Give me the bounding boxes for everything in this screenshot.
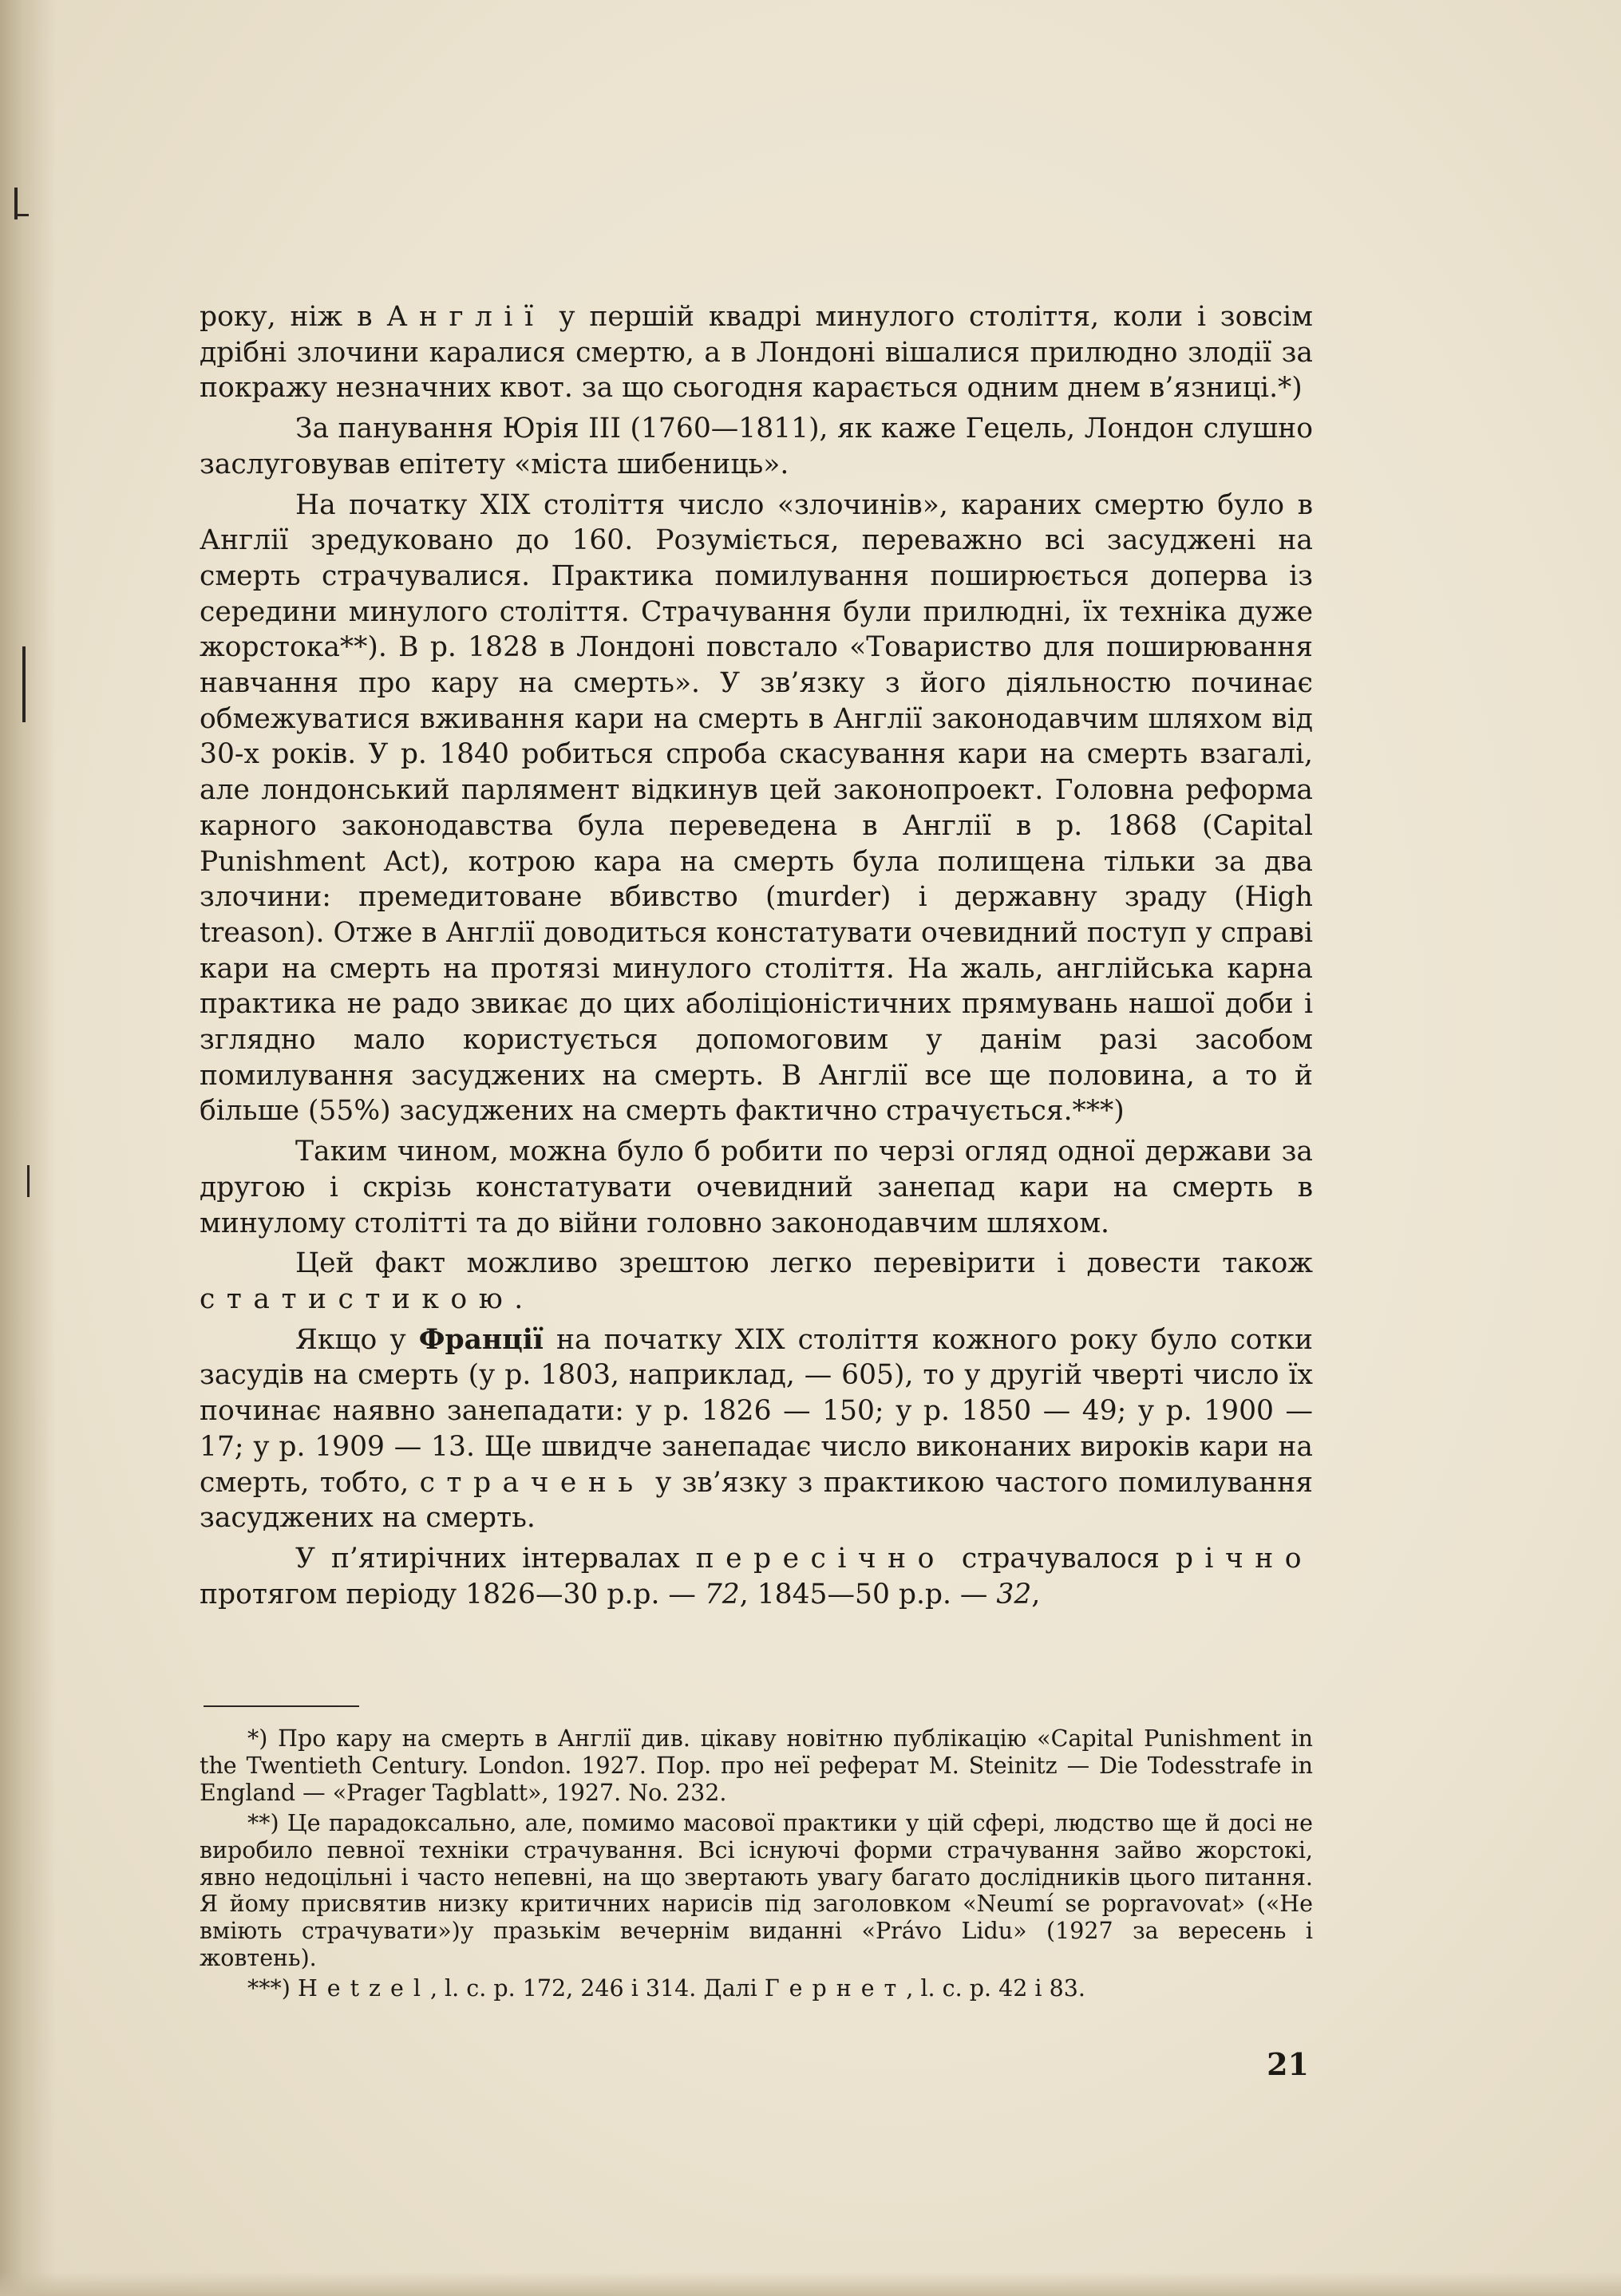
scan-mark: [27, 1165, 30, 1197]
text-run: 72: [704, 1578, 740, 1610]
text-run: річно: [1175, 1542, 1314, 1575]
text-run: Гернет: [764, 1975, 907, 2002]
paragraph: [200, 1541, 1313, 1612]
page-bottom-edge: [0, 2272, 1621, 2296]
text-run: 32: [996, 1578, 1032, 1610]
text-run: *) Про кару на смерть в Англії див. цікаву новітню публікацію «Capital Punishment in the Twentieth Century. London. 1927. Пор. про неї реферат M. Steinitz — Die Todesstrafe in England — «Prager Tagblatt», 1927. No. 232.: [200, 1725, 1313, 1806]
text-run: , l. c. p. 42 і 83.: [906, 1975, 1085, 2002]
text-run: протягом періоду 1826—30 р.р. —: [200, 1578, 705, 1610]
text-run: На початку XIX століття число «злочинів», караних смертю було в Англії зредуковано до 160. Розуміється, переважно всі засуджені на смерть страчувалися. Практика помилування поширюється доперва із середини минулого століття. Страчування були прилюдні, їх техніка дуже жорстока**). В р. 1828 в Лондоні повстало «Товариство для поширювання навчання про кару на смерть». У зв’язку з його діяльностю починає обмежуватися вживання кари на смерть в Англії законодавчим шляхом від 30-х років. У р. 1840 робиться спроба скасування кари на смерть взагалі, але лондонський парлямент відкинув цей законопроект. Головна реформа карного законодавства була переведена в Англії в р. 1868 (Capital Punishment Act), котрою кара на смерть була полищена тільки за два злочини: премедитоване вбивство (murder) і державну зраду (High treason). Отже в Англії доводиться констатувати очевидний поступ у справі кари на смерть на протязі минулого століття. На жаль, англійська карна практика не радо звикає до цих аболіціоністичних прямувань нашої доби і зглядно мало користується допомоговим у данім разі засобом помилування засуджених на смерть. В Англії все ще половина, а то й більше (55%) засуджених на смерть фактично страчується.***): [200, 488, 1313, 1128]
scan-mark: [22, 646, 26, 722]
text-run: статистикою.: [200, 1282, 535, 1315]
text-run: страчень: [419, 1466, 645, 1499]
paragraph: [200, 1134, 1313, 1241]
paragraph: [200, 299, 1313, 406]
binding-gutter: [0, 0, 56, 2296]
paragraph: [200, 411, 1313, 482]
main-text: [200, 299, 1313, 1612]
text-run: Англії: [386, 301, 545, 333]
text-run: , 1845—50 р.р. —: [739, 1578, 997, 1610]
paragraph: [200, 488, 1313, 1130]
text-run: **) Це парадоксально, але, помимо масової практики у цій сфері, людство ще й досі не виробило певної техніки страчування. Всі існуючі форми страчування зайво жорстокі, явно недоцільні і часто непевні, на що звертають увагу багато дослідників цього питання. Я йому присвятив низку критичних нарисів під заголовком «Neumí se popravovat» («Не вміють страчувати»)у празькім вечернім виданні «Právo Lidu» (1927 за вересень і жовтень).: [200, 1809, 1313, 1972]
text-run: Таким чином, можна було б робити по черзі огляд одної держави за другою і скрізь констатувати очевидний занепад кари на смерть в минулому столітті та до війни головно законодавчим шляхом.: [200, 1136, 1313, 1239]
footnotes: [200, 1725, 1313, 2002]
text-run: Якщо у: [295, 1323, 419, 1356]
text-run: Hetzel: [297, 1975, 430, 2002]
text-run: Франції: [418, 1323, 544, 1356]
footnote: [200, 1975, 1313, 2002]
paragraph: [200, 1322, 1313, 1536]
text-run: ,: [1031, 1578, 1041, 1610]
text-run: У п’ятирічних інтервалах: [295, 1542, 696, 1575]
paragraph: [200, 1246, 1313, 1317]
text-run: ***): [247, 1975, 298, 2002]
text-run: Цей факт можливо зрештою легко перевірити і довести також: [295, 1247, 1313, 1280]
footnote: [200, 1810, 1313, 1972]
text-run: на початку XIX століття кожного року було сотки засудів на смерть (у р. 1803, наприклад, — 605), то у другій чверті число їх починає наявно занепадати: у р. 1826 — 150; у р. 1850 — 49; у р. 1900 — 17; у р. 1909 — 13. Ще швидче занепадає число виконаних вироків кари на смерть, тобто,: [200, 1323, 1313, 1499]
text-run: у зв’язку з практикою частого помилування засуджених на смерть.: [200, 1466, 1313, 1535]
text-run: За панування Юрія III (1760—1811), як каже Гецель, Лондон слушно заслуговував епітету «міста шибениць».: [200, 413, 1313, 480]
text-run: року, ніж в: [200, 301, 387, 333]
text-run: пересічно: [695, 1542, 946, 1575]
scan-mark: [18, 214, 29, 216]
text-run: , l. c. p. 172, 246 і 314. Далі: [429, 1975, 765, 2002]
text-run: страчувалося: [945, 1542, 1176, 1575]
page-number: 21: [1267, 2046, 1309, 2082]
footnote-separator: [204, 1705, 359, 1707]
text-run: у першій квадрі минулого століття, коли і зовсім дрібні злочини каралися смертю, а в Лондоні вішалися прилюдно злодії за покражу незначних квот. за що сьогодня карається одним днем в’язниці.*): [200, 301, 1314, 405]
footnote: [200, 1725, 1313, 1807]
